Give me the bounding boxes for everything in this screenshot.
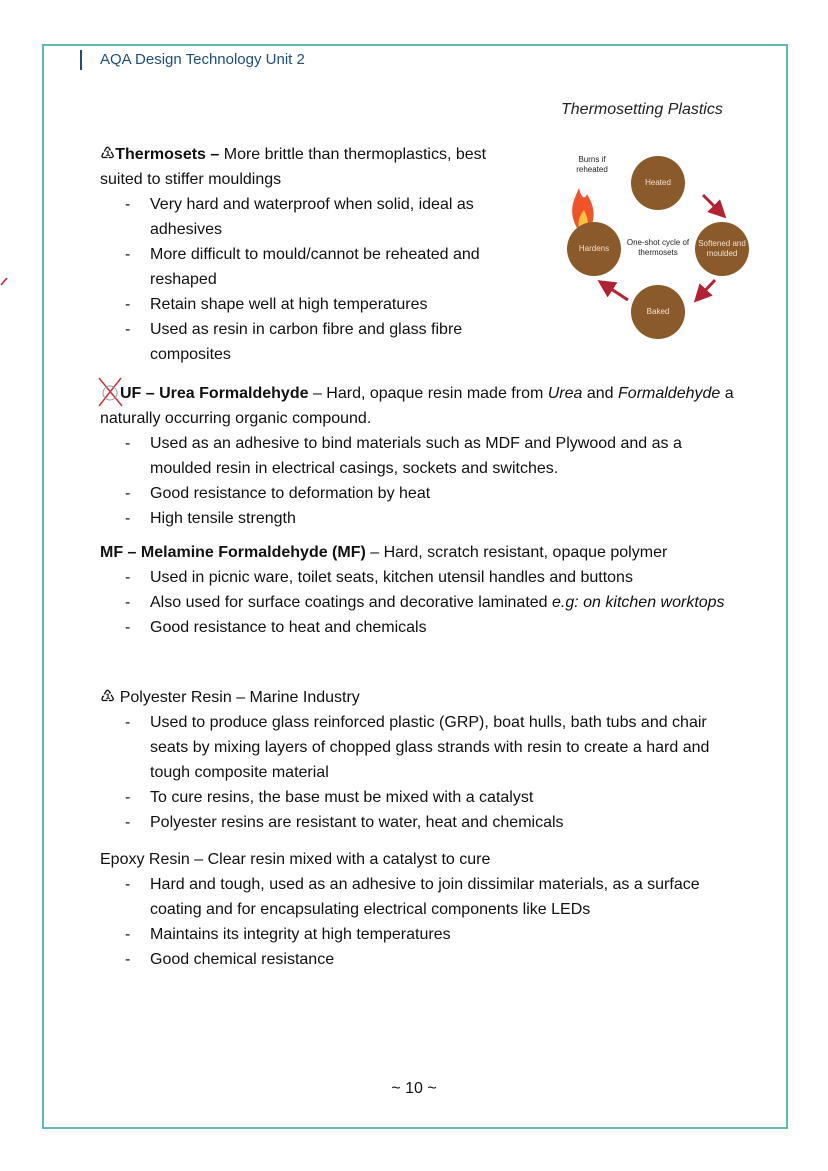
diagram-caption: Thermosetting Plastics [561,101,723,118]
list-item: - Used to produce glass reinforced plastic (GRP), boat hulls, bath tubs and chair seats by mixing layers of chopped glass strands with resin to create a hard and tough composite material [100,710,740,785]
list-item: - Used in picnic ware, toilet seats, kitchen utensil handles and buttons [100,565,740,590]
header-bar [80,50,82,70]
list-item: - Used as resin in carbon fibre and glass fibre composites [100,317,520,367]
list-item: - Also used for surface coatings and decorative laminated e.g: on kitchen worktops [100,590,740,615]
section-title: Thermosets – [115,146,220,163]
section-title: UF – Urea Formaldehyde [120,385,309,402]
recycle-icon: ♳ [100,687,116,706]
node-softened: Softened and moulded [695,222,749,276]
section-polyester: ♳ Polyester Resin – Marine Industry - Used to produce glass reinforced plastic (GRP), boat hulls, bath tubs and chair seats by mixing layers of chopped glass strands with resin to create a hard and tough composite material - To cure resins, the base must be mixed with a catalyst - Polyester resins are resistant to water, heat and chemicals [100,684,740,835]
node-heated: Heated [631,156,685,210]
list-item: - More difficult to mould/cannot be reheated and reshaped [100,242,520,292]
list-item: - Very hard and waterproof when solid, ideal as adhesives [100,192,520,242]
list-item: - Maintains its integrity at high temperatures [100,922,740,947]
section-mf: MF – Melamine Formaldehyde (MF) – Hard, scratch resistant, opaque polymer - Used in picnic ware, toilet seats, kitchen utensil handles and buttons - Also used for surface coatings and decorative laminated e.g: on kitchen worktops - Good resistance to heat and chemicals [100,540,740,640]
node-baked: Baked [631,285,685,339]
node-hardens: Hardens [567,222,621,276]
section-intro: More brittle than thermoplastics, best suited to stiffer mouldings [100,146,487,188]
section-title: Epoxy Resin – [100,851,204,868]
section-thermosets [100,141,520,367]
list-item: - To cure resins, the base must be mixed with a catalyst [100,785,740,810]
section-title: MF – Melamine Formaldehyde (MF) [100,544,366,561]
page-header: AQA Design Technology Unit 2 [100,51,305,68]
section-uf: UF – Urea Formaldehyde – Hard, opaque resin made from Urea and Formaldehyde a naturally occurring organic compound. - Used as an adhesive to bind materials such as MDF and Plywood and as a moulded resin in electrical casings, sockets and switches. - Good resistance to deformation by heat - High tensile strength [100,381,740,531]
recycle-icon: ♳ [100,144,116,163]
section-epoxy: Epoxy Resin – Clear resin mixed with a catalyst to cure - Hard and tough, used as an adhesive to join dissimilar materials, as a surface coating and for encapsulating electrical components like LEDs - Maintains its integrity at high temperatures - Good chemical resistance [100,847,740,972]
list-item: - Good resistance to heat and chemicals [100,615,740,640]
cycle-center-label: One-shot cycle of thermosets [626,238,690,257]
list-item: - Polyester resins are resistant to water, heat and chemicals [100,810,740,835]
thermoset-cycle-diagram [555,150,755,345]
burns-label: Burns if reheated [576,155,608,174]
list-item: - Retain shape well at high temperatures [100,292,520,317]
list-item: - Good chemical resistance [100,947,740,972]
list-item: - Hard and tough, used as an adhesive to join dissimilar materials, as a surface coating and for encapsulating electrical components like LEDs [100,872,740,922]
list-item: - Used as an adhesive to bind materials such as MDF and Plywood and as a moulded resin in electrical casings, sockets and switches. [100,431,740,481]
list-item: - Good resistance to deformation by heat [100,481,740,506]
pen-mark [0,276,8,286]
page-number: ~ 10 ~ [391,1080,437,1097]
section-title: Polyester Resin [119,689,232,706]
list-item: - High tensile strength [100,506,740,531]
